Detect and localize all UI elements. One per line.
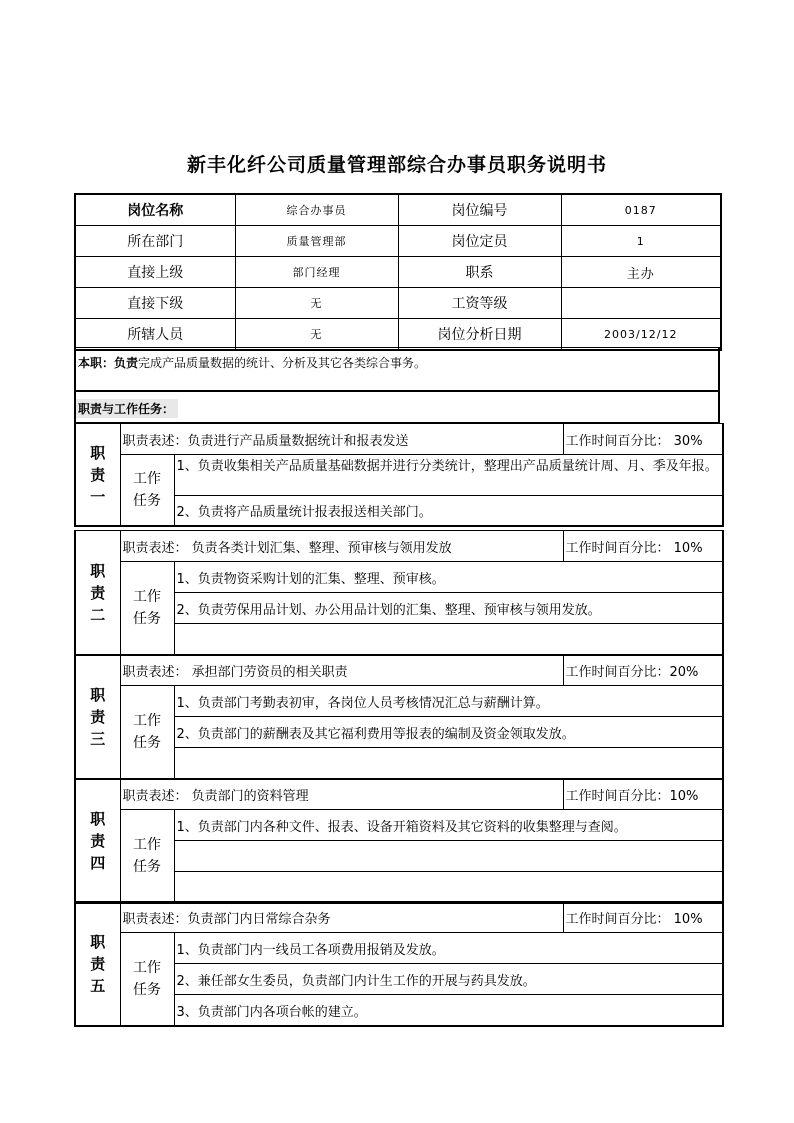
task-item: 2、负责将产品质量统计报表报送相关部门。 — [174, 496, 723, 527]
task-item — [174, 841, 723, 872]
duty-time-percentage: 工作时间百分比：10% — [563, 779, 723, 810]
duty-label: 职 责 二 — [75, 531, 120, 656]
task-item — [174, 872, 723, 904]
info-row-subordinates — [75, 288, 721, 319]
task-item: 1、负责部门内各种文件、报表、设备开箱资料及其它资料的收集整理与查阅。 — [174, 810, 723, 841]
document-title: 新丰化纤公司质量管理部综合办事员职务说明书 — [186, 154, 607, 176]
analysis-date-value: 2003/12/12 — [561, 319, 721, 351]
duty-block — [74, 778, 724, 904]
duty-label: 职 责 四 — [75, 779, 120, 904]
headcount-value: 1 — [561, 226, 721, 257]
staff-value: 无 — [235, 319, 398, 351]
task-item: 1、负责物资采购计划的汇集、整理、预审核。 — [174, 562, 723, 593]
summary-text: 完成产品质量数据的统计、分析及其它各类综合事务。 — [138, 356, 427, 370]
task-item — [174, 624, 723, 656]
task-item: 2、负责劳保用品计划、办公用品计划的汇集、整理、预审核与领用发放。 — [174, 593, 723, 624]
task-label: 工作 任务 — [120, 810, 174, 904]
duty-label: 职 责 三 — [75, 655, 120, 780]
salary-grade-label: 工资等级 — [398, 288, 561, 319]
position-name-value: 综合办事员 — [235, 194, 398, 226]
task-item: 1、负责部门考勤表初审，各岗位人员考核情况汇总与薪酬计算。 — [174, 686, 723, 717]
subordinates-label: 直接下级 — [75, 288, 235, 319]
duties-header — [74, 391, 720, 423]
duty-time-percentage: 工作时间百分比： 30% — [563, 424, 723, 455]
job-summary — [74, 347, 720, 391]
analysis-date-label: 岗位分析日期 — [398, 319, 561, 351]
info-row-staff — [75, 319, 721, 351]
task-item: 1、负责收集相关产品质量基础数据并进行分类统计，整理出产品质量统计周、月、季及年报。 — [174, 455, 723, 496]
duty-description: 职责表述： 负责各类计划汇集、整理、预审核与领用发放 — [120, 531, 563, 562]
headcount-label: 岗位定员 — [398, 226, 561, 257]
task-item: 3、负责部门内各项台帐的建立。 — [174, 995, 723, 1027]
duty-description: 职责表述：负责部门内日常综合杂务 — [120, 902, 563, 933]
supervisor-value: 部门经理 — [235, 257, 398, 288]
staff-label: 所辖人员 — [75, 319, 235, 351]
duty-description: 职责表述： 承担部门劳资员的相关职责 — [120, 655, 563, 686]
task-label: 工作 任务 — [120, 455, 174, 527]
summary-label: 本职： — [78, 356, 115, 370]
duty-description: 职责表述： 负责部门的资料管理 — [120, 779, 563, 810]
duty-time-percentage: 工作时间百分比： 10% — [563, 531, 723, 562]
job-family-value: 主办 — [561, 257, 721, 288]
task-label: 工作 任务 — [120, 562, 174, 656]
summary-lead: 负责 — [114, 356, 139, 370]
job-family-label: 职系 — [398, 257, 561, 288]
department-value: 质量管理部 — [235, 226, 398, 257]
info-row-supervisor — [75, 257, 721, 288]
position-code-label: 岗位编号 — [398, 194, 561, 226]
duty-time-percentage: 工作时间百分比：20% — [563, 655, 723, 686]
info-row-position-name — [75, 194, 721, 226]
task-item: 2、负责部门的薪酬表及其它福利费用等报表的编制及资金领取发放。 — [174, 717, 723, 748]
duty-description: 职责表述：负责进行产品质量数据统计和报表发送 — [120, 424, 563, 455]
duty-label: 职 责 一 — [75, 424, 120, 527]
task-item — [174, 748, 723, 780]
task-label: 工作 任务 — [120, 933, 174, 1027]
task-item: 2、兼任部女生委员，负责部门内计生工作的开展与药具发放。 — [174, 964, 723, 995]
info-row-department — [75, 226, 721, 257]
position-name-label: 岗位名称 — [75, 194, 235, 226]
department-label: 所在部门 — [75, 226, 235, 257]
duty-block — [74, 423, 724, 527]
duty-label: 职 责 五 — [75, 902, 120, 1027]
duty-time-percentage: 工作时间百分比： 10% — [563, 902, 723, 933]
position-info-table — [74, 193, 722, 351]
subordinates-value: 无 — [235, 288, 398, 319]
duties-header-label: 职责与工作任务： — [76, 399, 178, 418]
duty-block — [74, 901, 724, 1027]
duty-block — [74, 530, 724, 656]
position-code-value: 0187 — [561, 194, 721, 226]
supervisor-label: 直接上级 — [75, 257, 235, 288]
task-label: 工作 任务 — [120, 686, 174, 780]
salary-grade-value — [561, 288, 721, 319]
task-item: 1、负责部门内一线员工各项费用报销及发放。 — [174, 933, 723, 964]
duty-block — [74, 654, 724, 780]
